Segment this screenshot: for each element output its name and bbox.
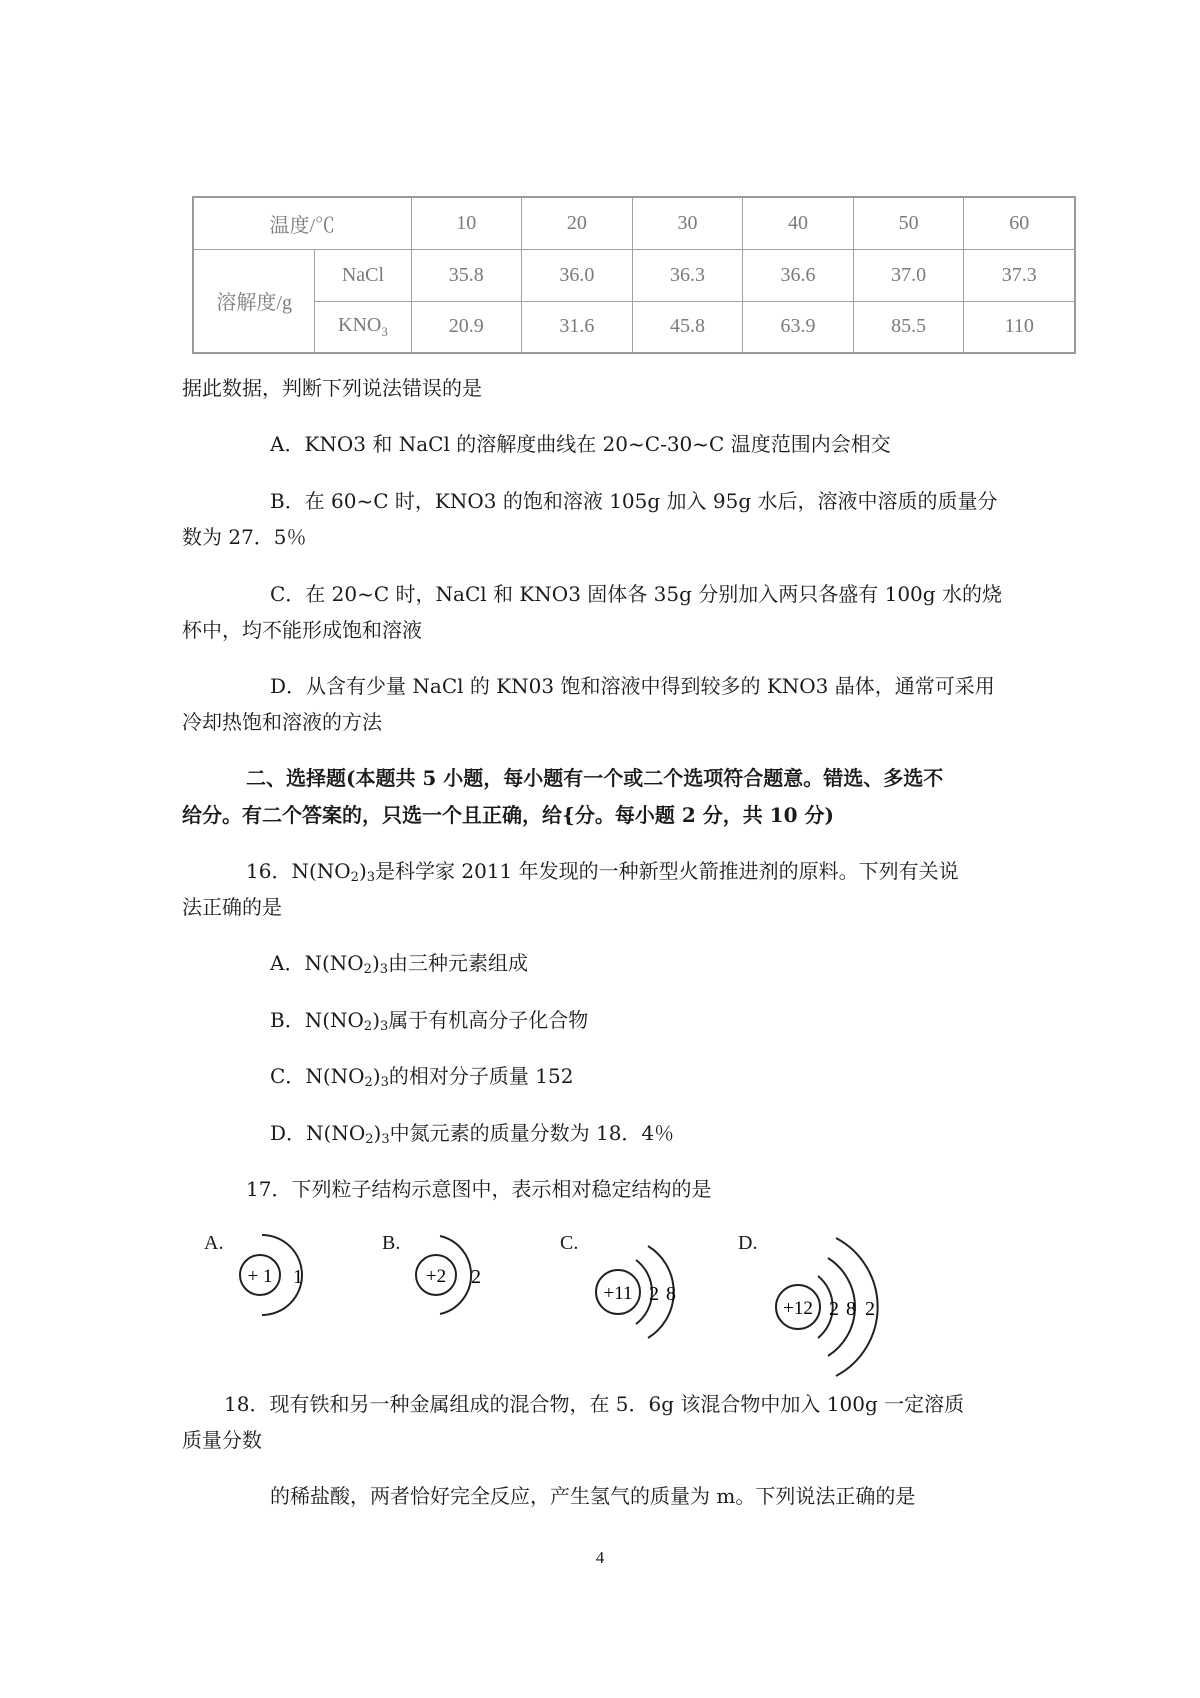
q17-atom-diagram-c	[592, 1236, 680, 1344]
nacl-value: 36.3	[632, 249, 743, 301]
page-number: 4	[595, 1548, 605, 1567]
temp-cell: 60	[964, 197, 1075, 249]
kno3-value: 45.8	[632, 301, 743, 353]
nacl-value: 36.6	[743, 249, 854, 301]
q17-option-b-label: B.	[382, 1232, 401, 1254]
q16-option-a: A．$N(NO_2)_3$由三种元素组成	[270, 951, 529, 977]
nucleus-charge: + 1	[247, 1266, 273, 1287]
q15-option-d: D．从含有少量 NaCl 的 KN03 饱和溶液中得到较多的 KNO3 晶体，通常可采用	[270, 674, 995, 698]
q15-option-a: A．KNO3 和 NaCl 的溶解度曲线在 20~C-30~C 温度范围内会相交	[270, 432, 891, 456]
nucleus-charge: +12	[783, 1298, 813, 1319]
q18-stem-cont2: 的稀盐酸，两者恰好完全反应，产生氢气的质量为 m。下列说法正确的是	[270, 1484, 916, 1508]
shell-electrons: 8	[666, 1283, 676, 1305]
solubility-header: 溶解度/g	[193, 249, 315, 353]
q15-stem: 据此数据，判断下列说法错误的是	[182, 376, 482, 400]
q17-atom-diagram-d	[770, 1232, 880, 1382]
shell-electrons: 2	[471, 1266, 481, 1288]
nucleus-charge: +11	[603, 1283, 633, 1304]
kno3-value: 110	[964, 301, 1075, 353]
q17-atom-diagram-a	[236, 1230, 316, 1320]
nucleus-charge: +2	[425, 1266, 447, 1287]
nacl-value: 37.3	[964, 249, 1075, 301]
q15-option-c-cont: 杯中，均不能形成饱和溶液	[182, 618, 422, 642]
nacl-value: 36.0	[522, 249, 633, 301]
nacl-label: NaCl	[315, 249, 411, 301]
shell-electrons: 2	[865, 1298, 875, 1320]
nacl-value: 35.8	[411, 249, 522, 301]
shell-electrons: 8	[846, 1298, 856, 1320]
q17-atom-diagram-b	[412, 1232, 492, 1320]
kno3-value: 20.9	[411, 301, 522, 353]
section2-heading-cont: 给分。有二个答案的，只选一个且正确，给{分。每小题 2 分，共 10 分)	[182, 803, 834, 827]
temp-cell: 40	[743, 197, 854, 249]
q17-stem: 17．下列粒子结构示意图中，表示相对稳定结构的是	[246, 1177, 712, 1201]
shell-electrons: 1	[293, 1266, 303, 1288]
kno3-value: 31.6	[522, 301, 633, 353]
q16-option-b: B．$N(NO_2)_3$属于有机高分子化合物	[270, 1008, 589, 1034]
shell-electrons: 2	[829, 1298, 839, 1320]
q16-stem: 16．$N(NO_2)_3$是科学家 2011 年发现的一种新型火箭推进剂的原料。下列有关说	[246, 859, 959, 885]
q16-formula: $N(NO_2)_3$	[291, 859, 376, 885]
section2-heading: 二、选择题(本题共 5 小题，每小题有一个或二个选项符合题意。错选、多选不	[246, 766, 944, 790]
q16-stem-cont: 法正确的是	[182, 895, 282, 919]
solubility-table	[192, 196, 1076, 354]
q15-option-d-cont: 冷却热饱和溶液的方法	[182, 710, 382, 734]
q17-option-d-label: D.	[738, 1232, 758, 1254]
q17-option-c-label: C.	[560, 1232, 579, 1254]
q18-stem-cont: 质量分数	[182, 1428, 262, 1452]
q15-option-b-cont: 数为 27．5％	[182, 525, 307, 549]
temp-header: 温度/℃	[193, 197, 411, 249]
kno3-value: 63.9	[743, 301, 854, 353]
q17-option-a-label: A.	[204, 1232, 224, 1254]
q16-option-c: C．$N(NO_2)_3$的相对分子质量 152	[270, 1064, 574, 1090]
q15-option-c: C．在 20~C 时，NaCl 和 KNO3 固体各 35g 分别加入两只各盛有 100g 水的烧	[270, 582, 1002, 606]
temp-cell: 50	[853, 197, 964, 249]
q15-option-b: B．在 60~C 时，KNO3 的饱和溶液 105g 加入 95g 水后，溶液中溶质的质量分	[270, 489, 998, 513]
q16-formula: $N(NO_2)_3$	[304, 1008, 389, 1034]
q16-formula: $N(NO_2)_3$	[304, 951, 389, 977]
temp-cell: 30	[632, 197, 743, 249]
q16-option-d: D．$N(NO_2)_3$中氮元素的质量分数为 18．4％	[270, 1121, 675, 1147]
temp-cell: 10	[411, 197, 522, 249]
kno3-value: 85.5	[853, 301, 964, 353]
nacl-value: 37.0	[853, 249, 964, 301]
q18-stem: 18．现有铁和另一种金属组成的混合物，在 5．6g 该混合物中加入 100g 一定溶质	[224, 1392, 965, 1416]
q16-formula: $N(NO_2)_3$	[305, 1064, 389, 1090]
kno3-label: $KNO_3$	[315, 301, 411, 353]
shell-electrons: 2	[649, 1283, 659, 1305]
temp-cell: 20	[522, 197, 633, 249]
q16-formula: $N(NO_2)_3$	[306, 1121, 390, 1147]
